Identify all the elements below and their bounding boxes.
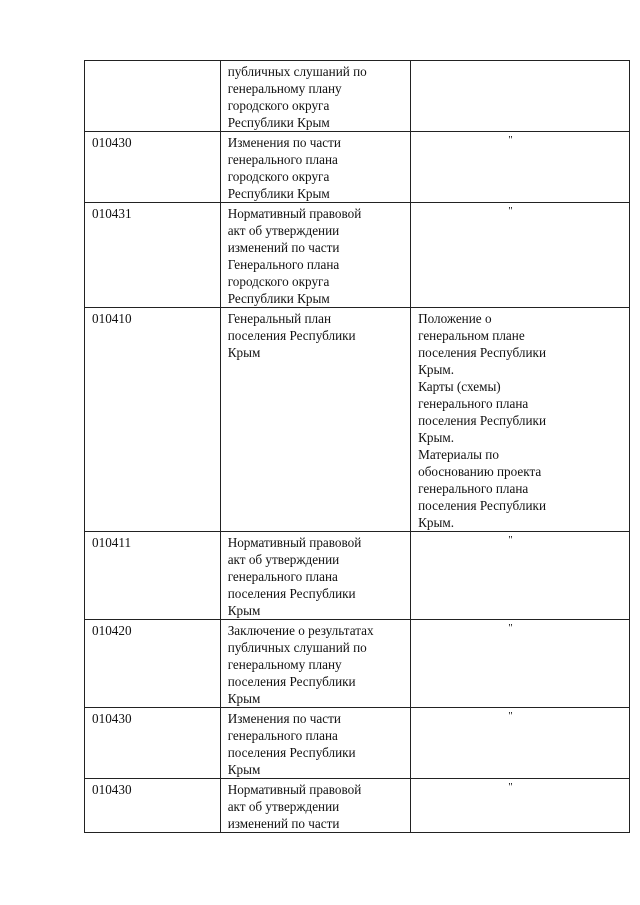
name-line: поселения Республики	[227, 586, 356, 601]
name-line: акт об утверждении	[227, 552, 340, 567]
name-line: изменений по части	[227, 816, 340, 831]
name-line: генерального плана	[227, 569, 338, 584]
ditto-mark: "	[508, 205, 513, 217]
name-line: Республики Крым	[227, 115, 330, 130]
docs-cell	[411, 708, 630, 779]
docs-line: генерального плана	[418, 481, 529, 496]
docs-line: генеральном плане	[418, 328, 525, 343]
ditto-mark: "	[508, 710, 513, 722]
name-line: генерального плана	[227, 728, 338, 743]
docs-line: Крым.	[418, 430, 454, 445]
table-body	[85, 61, 630, 833]
name-line: Заключение о результатах	[227, 623, 374, 638]
name-line: Нормативный правовой	[227, 535, 362, 550]
docs-cell	[411, 779, 630, 833]
name-cell	[220, 203, 410, 308]
docs-cell	[411, 203, 630, 308]
code-cell	[85, 779, 221, 833]
name-line: городского округа	[227, 169, 330, 184]
name-line: Нормативный правовой	[227, 782, 362, 797]
ditto-mark: "	[508, 534, 513, 546]
code-cell	[85, 61, 221, 132]
table-row	[85, 61, 630, 132]
docs-cell	[411, 532, 630, 620]
ditto-mark: "	[508, 781, 513, 793]
table-row	[85, 308, 630, 532]
object-code: 010430	[92, 782, 132, 797]
code-cell	[85, 620, 221, 708]
object-code: 010431	[92, 206, 132, 221]
name-cell	[220, 620, 410, 708]
name-line: Генерального плана	[227, 257, 340, 272]
ditto-mark: "	[508, 622, 513, 634]
name-line: изменений по части	[227, 240, 340, 255]
table-row	[85, 779, 630, 833]
docs-line: поселения Республики	[418, 413, 547, 428]
name-line: публичных слушаний по	[227, 640, 367, 655]
name-line: Крым	[227, 603, 261, 618]
docs-cell	[411, 620, 630, 708]
docs-line: обоснованию проекта	[418, 464, 542, 479]
name-line: акт об утверждении	[227, 223, 340, 238]
docs-line: Крым.	[418, 362, 454, 377]
name-line: поселения Республики	[227, 745, 356, 760]
document-table	[84, 60, 630, 833]
name-line: поселения Республики	[227, 674, 356, 689]
object-code: 010430	[92, 135, 132, 150]
name-line: Республики Крым	[227, 186, 330, 201]
docs-cell	[411, 132, 630, 203]
code-cell	[85, 708, 221, 779]
name-line: генеральному плану	[227, 657, 342, 672]
object-code: 010411	[92, 535, 132, 550]
table-row	[85, 532, 630, 620]
docs-line: поселения Республики	[418, 345, 547, 360]
table-row	[85, 203, 630, 308]
name-line: Изменения по части	[227, 135, 341, 150]
table-row	[85, 708, 630, 779]
docs-line: Крым.	[418, 515, 454, 530]
name-line: поселения Республики	[227, 328, 356, 343]
name-line: Изменения по части	[227, 711, 341, 726]
docs-line: поселения Республики	[418, 498, 547, 513]
docs-line: Положение о	[418, 311, 492, 326]
name-line: Нормативный правовой	[227, 206, 362, 221]
object-code: 010410	[92, 311, 132, 326]
name-line: Республики Крым	[227, 291, 330, 306]
object-code: 010420	[92, 623, 132, 638]
code-cell	[85, 203, 221, 308]
name-cell	[220, 308, 410, 532]
name-line: городского округа	[227, 98, 330, 113]
name-cell	[220, 779, 410, 833]
name-line: акт об утверждении	[227, 799, 340, 814]
code-cell	[85, 532, 221, 620]
docs-line: Материалы по	[418, 447, 499, 462]
ditto-mark: "	[508, 134, 513, 146]
name-line: генеральному плану	[227, 81, 342, 96]
name-line: городского округа	[227, 274, 330, 289]
name-line: Генеральный план	[227, 311, 332, 326]
name-line: Крым	[227, 345, 261, 360]
object-code: 010430	[92, 711, 132, 726]
code-cell	[85, 308, 221, 532]
docs-line: Карты (схемы)	[418, 379, 501, 394]
name-cell	[220, 61, 410, 132]
docs-cell	[411, 308, 630, 532]
docs-cell	[411, 61, 630, 132]
name-cell	[220, 532, 410, 620]
name-cell	[220, 132, 410, 203]
name-line: публичных слушаний по	[227, 64, 367, 79]
name-line: генерального плана	[227, 152, 338, 167]
code-cell	[85, 132, 221, 203]
docs-line: генерального плана	[418, 396, 529, 411]
table-row	[85, 132, 630, 203]
name-cell	[220, 708, 410, 779]
name-line: Крым	[227, 762, 261, 777]
table-row	[85, 620, 630, 708]
name-line: Крым	[227, 691, 261, 706]
